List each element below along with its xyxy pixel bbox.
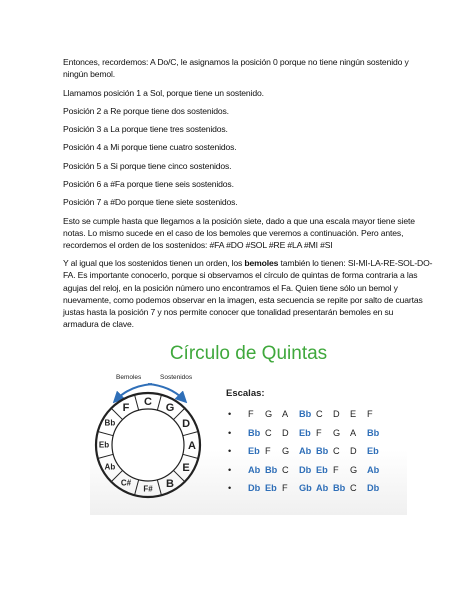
scale-note: G	[282, 446, 290, 456]
scales-title: Escalas:	[226, 388, 265, 399]
text-line	[63, 257, 433, 269]
wheel-note: A	[188, 440, 196, 452]
scale-row	[228, 428, 384, 438]
scale-note: G	[265, 409, 273, 419]
scale-note: C	[282, 464, 289, 475]
scale-note: C	[316, 409, 323, 419]
bullet-icon: •	[228, 409, 232, 419]
text-line: FA. Es importante conocerlo, porque si observamos el círculo de quintas de forma contraria a las	[63, 270, 418, 281]
wheel-note: G	[165, 401, 175, 414]
wheel-divider	[135, 395, 139, 410]
scale-note: Eb	[265, 483, 277, 493]
paragraph-sharps-order	[63, 215, 415, 252]
wheel-divider	[135, 480, 139, 495]
scale-note: Eb	[316, 464, 328, 475]
wheel-note: D	[182, 418, 191, 430]
paragraph-flats-order	[63, 257, 433, 330]
scale-note: F	[367, 409, 373, 419]
scale-note: F	[282, 483, 288, 493]
scale-note: Eb	[299, 427, 311, 438]
wheel-divider	[98, 454, 113, 458]
scale-note: F	[316, 427, 322, 438]
bold-text-run: bemoles	[244, 258, 279, 269]
bemoles-label: Bemoles	[116, 374, 142, 381]
text-line: Posición 4 a Mi porque tiene cuatro sostenidos.	[63, 142, 237, 153]
paragraph-position-6	[63, 178, 415, 190]
scale-note: D	[333, 409, 340, 419]
wheel-note: E	[182, 462, 190, 474]
text-line: recordemos el orden de los sostenidos: #FA #DO #SOL #RE #LA #MI #SI	[63, 239, 333, 250]
text-line: nuevamente, como podemos observar en la imagen, esta secuencia se repite por salto de cuartas	[63, 294, 423, 305]
wheel-note: F	[122, 401, 130, 414]
scale-note: Db	[248, 483, 261, 493]
bullet-icon: •	[228, 464, 232, 475]
text-run: Y al igual que los sostenidos tienen un orden, los	[63, 258, 245, 269]
scale-row	[228, 446, 384, 456]
paragraph-position-1	[63, 87, 415, 99]
scale-note: F	[248, 409, 254, 419]
paragraph-position-7	[63, 196, 415, 208]
paragraph-position-5	[63, 160, 415, 172]
text-line: Posición 3 a La porque tiene tres sostenidos.	[63, 124, 228, 135]
scale-note: Ab	[367, 464, 380, 475]
scale-note: Eb	[367, 446, 379, 456]
scale-note: A	[282, 409, 289, 419]
wheel-note: B	[166, 478, 174, 491]
text-run: también lo tienen: SI-MI-LA-RE-SOL-DO-	[278, 258, 433, 269]
wheel-divider	[157, 395, 161, 410]
wheel-divider	[98, 432, 113, 436]
wheel-note: F#	[143, 484, 153, 494]
circle-of-fifths-figure	[90, 335, 407, 515]
text-line: Entonces, recordemos: A Do/C, le asignamos la posición 0 porque no tiene ningún sostenido y	[63, 57, 409, 67]
scale-note: G	[350, 464, 358, 475]
scale-note: D	[350, 446, 357, 456]
scale-note: G	[333, 427, 341, 438]
wheel-divider	[183, 454, 198, 458]
bullet-icon: •	[228, 446, 232, 456]
scale-note: Bb	[367, 427, 380, 438]
scale-note: Db	[367, 483, 380, 493]
scale-note: A	[350, 427, 357, 438]
text-line: ningún bemol.	[63, 69, 116, 80]
wheel-note: Bb	[104, 418, 116, 428]
wheel-note: C#	[120, 478, 132, 488]
scale-note: C	[333, 446, 340, 456]
scale-note: Bb	[248, 427, 261, 438]
bullet-icon: •	[228, 427, 232, 438]
paragraph-do-position	[63, 56, 415, 80]
paragraph-position-4	[63, 141, 415, 153]
scale-note: F	[265, 446, 271, 456]
text-line: notas. Lo mismo sucede en el caso de los bemoles que veremos a continuación. Pero antes,	[63, 227, 404, 238]
scale-note: Ab	[299, 446, 312, 456]
scale-note: Bb	[265, 464, 278, 475]
text-line: Posición 2 a Re porque tiene dos sostenidos.	[63, 105, 229, 116]
scale-row	[228, 409, 384, 419]
wheel-divider	[183, 432, 198, 436]
scale-note: Bb	[333, 483, 346, 493]
scale-note: Bb	[316, 446, 329, 456]
sostenidos-label: Sostenidos	[160, 374, 193, 381]
body-text	[63, 56, 433, 337]
wheel-note: Eb	[98, 440, 110, 450]
wheel-note: Ab	[104, 462, 116, 472]
scale-row	[228, 465, 384, 475]
text-line: Posición 7 a #Do porque tiene siete sostenidos.	[63, 197, 238, 208]
figure-title: Círculo de Quintas	[169, 343, 328, 364]
scale-note: D	[282, 427, 289, 438]
scale-note: F	[333, 464, 339, 475]
scale-note: C	[265, 427, 272, 438]
text-line: Posición 6 a #Fa porque tiene seis sostenidos.	[63, 178, 234, 189]
wheel-note: C	[144, 396, 152, 408]
text-line: Posición 5 a Si porque tiene cinco sostenidos.	[63, 160, 232, 171]
scale-note: Gb	[299, 483, 312, 493]
scale-note: Ab	[248, 464, 261, 475]
inner-ring	[112, 409, 184, 481]
text-line: justas hasta la posición 7 y nos permite conocer que tonalidad presentarán bemoles en su	[63, 307, 394, 318]
scale-note: Eb	[248, 446, 260, 456]
text-line: Llamamos posición 1 a Sol, porque tiene un sostenido.	[63, 87, 264, 98]
text-line: Esto se cumple hasta que llegamos a la posición siete, dado a que una escala mayor tiene siete	[63, 215, 415, 226]
wheel-divider	[157, 480, 161, 495]
scale-note: E	[350, 409, 357, 419]
scale-note: Ab	[316, 483, 329, 493]
scale-note: Bb	[299, 409, 312, 419]
scale-note: Db	[299, 464, 312, 475]
paragraph-position-3	[63, 123, 415, 135]
scale-note: C	[350, 483, 357, 493]
bullet-icon: •	[228, 483, 232, 493]
text-line: agujas del reloj, en la posición número uno encontramos el Fa. Quien tiene sólo un bemol y	[63, 282, 398, 293]
paragraph-position-2	[63, 105, 415, 117]
text-line: armadura de clave.	[63, 319, 134, 330]
scale-row	[228, 483, 384, 493]
